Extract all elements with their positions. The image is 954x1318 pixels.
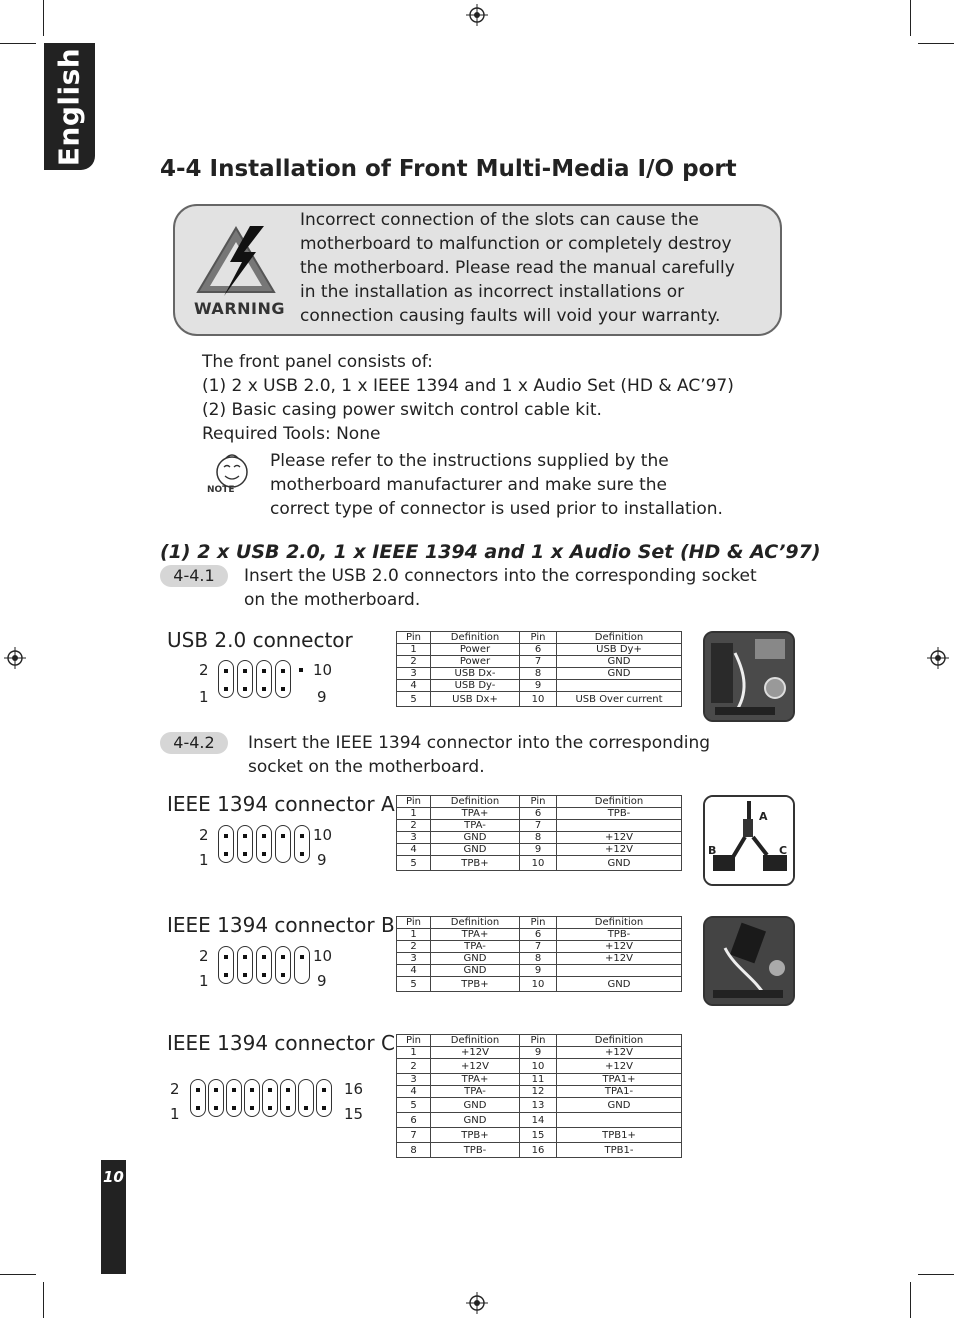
pin-number: 9 (317, 688, 327, 706)
table-row: 1 Power 6 USB Dy+ (397, 644, 682, 656)
warning-line: motherboard to malfunction or completely destroy (300, 234, 732, 254)
connector-label: IEEE 1394 connector B (167, 913, 395, 937)
table-row: 1 +12V 9 +12V (397, 1047, 682, 1059)
table-row: 5 TPB+ 10 GND (397, 977, 682, 992)
table-row: 2 Power 7 GND (397, 656, 682, 668)
crop-mark (910, 0, 911, 36)
pin-number: 1 (199, 688, 209, 706)
page-number-tab (101, 1160, 126, 1274)
intro-line: The front panel consists of: (202, 352, 433, 372)
intro-line: Required Tools: None (202, 424, 381, 444)
language-tab (44, 43, 95, 170)
usb-header-photo (703, 631, 795, 722)
page-number: 10 (103, 1168, 124, 1186)
crop-mark (0, 1274, 36, 1275)
warning-line: Incorrect connection of the slots can cause the (300, 210, 699, 230)
photo-label: A (759, 810, 768, 823)
note-icon-label: NOTE (207, 485, 235, 495)
table-row: 4 GND 9 +12V (397, 844, 682, 856)
pin-table: Pin Definition Pin Definition 1 +12V 9 +12V 2 +12V 10 +12V 3 TPA+ 11 TPA1+ 4 TPA- 12 TPA1- 5 GND 13 GND 6 GND 14 7 TPB+ 15 TPB1+ 8 TPB- 16 TPB1- (396, 1034, 682, 1158)
pin-number: 16 (344, 1080, 364, 1098)
warning-line: in the installation as incorrect installations or (300, 282, 685, 302)
pin-number: 2 (170, 1080, 180, 1098)
intro-text (202, 350, 802, 446)
pin-number: 2 (199, 826, 209, 844)
connector-label: IEEE 1394 connector C (167, 1031, 395, 1055)
warning-icon (194, 222, 280, 300)
table-row: 2 TPA- 7 +12V (397, 941, 682, 953)
table-row: 3 GND 8 +12V (397, 832, 682, 844)
photo-label: B (708, 844, 717, 857)
intro-line: (2) Basic casing power switch control cable kit. (202, 400, 602, 420)
step-line: Insert the IEEE 1394 connector into the corresponding (248, 733, 711, 753)
table-row: 3 GND 8 +12V (397, 953, 682, 965)
step-line: socket on the motherboard. (248, 757, 485, 777)
crop-mark (918, 43, 954, 44)
table-row: 3 USB Dx- 8 GND (397, 668, 682, 680)
registration-mark-icon (466, 4, 488, 26)
table-row: 5 USB Dx+ 10 USB Over current (397, 692, 682, 707)
crop-mark (918, 1274, 954, 1275)
table-row: 4 USB Dy- 9 (397, 680, 682, 692)
section-heading: (1) 2 x USB 2.0, 1 x IEEE 1394 and 1 x Audio Set (HD & AC’97) (160, 541, 821, 563)
pin-table: Pin Definition Pin Definition 1 Power 6 USB Dy+ 2 Power 7 GND 3 USB Dx- 8 GND 4 USB Dy- 9 5 USB Dx+ 10 USB Over current (396, 631, 682, 707)
page-title: 4-4 Installation of Front Multi-Media I/O port (160, 156, 737, 182)
pin-number: 1 (199, 972, 209, 990)
step-number: 4-4.1 (160, 565, 228, 587)
photo-label: C (779, 844, 788, 857)
ieee-cable-photo (703, 795, 795, 886)
note-line: motherboard manufacturer and make sure the (270, 475, 668, 495)
pin-number: 10 (313, 947, 333, 965)
note-line: Please refer to the instructions supplied by the (270, 451, 669, 471)
note-line: correct type of connector is used prior to installation. (270, 499, 723, 519)
pin-table: Pin Definition Pin Definition 1 TPA+ 6 TPB- 2 TPA- 7 +12V 3 GND 8 +12V 4 GND 9 5 TPB+ 10 GND (396, 916, 682, 992)
pin-number: 10 (313, 661, 333, 679)
crop-mark (43, 0, 44, 36)
crop-mark (43, 1282, 44, 1318)
table-row: 2 TPA- 7 (397, 820, 682, 832)
table-row: 4 TPA- 12 TPA1- (397, 1086, 682, 1098)
table-row: 6 GND 14 (397, 1113, 682, 1128)
warning-text (300, 208, 770, 328)
table-row: 7 TPB+ 15 TPB1+ (397, 1128, 682, 1143)
note-text (270, 449, 770, 521)
step-text (248, 731, 788, 779)
pin-number: 15 (344, 1105, 364, 1123)
pin-number: 1 (170, 1105, 180, 1123)
ieee-header-photo (703, 916, 795, 1006)
step-text (244, 564, 804, 612)
pin-number: 9 (317, 851, 327, 869)
table-row: 1 TPA+ 6 TPB- (397, 929, 682, 941)
crop-mark (910, 1282, 911, 1318)
pin-number: 9 (317, 972, 327, 990)
table-row: 5 GND 13 GND (397, 1098, 682, 1113)
pin-table: Pin Definition Pin Definition 1 TPA+ 6 TPB- 2 TPA- 7 3 GND 8 +12V 4 GND 9 +12V 5 TPB+ 10 GND (396, 795, 682, 871)
table-row: 5 TPB+ 10 GND (397, 856, 682, 871)
registration-mark-icon (4, 647, 26, 669)
pin-number: 2 (199, 947, 209, 965)
registration-mark-icon (927, 647, 949, 669)
connector-label: USB 2.0 connector (167, 628, 353, 652)
table-row: 3 TPA+ 11 TPA1+ (397, 1074, 682, 1086)
crop-mark (0, 43, 36, 44)
pin-number: 10 (313, 826, 333, 844)
step-number: 4-4.2 (160, 732, 228, 754)
table-row: 1 TPA+ 6 TPB- (397, 808, 682, 820)
table-row: 8 TPB- 16 TPB1- (397, 1143, 682, 1158)
connector-label: IEEE 1394 connector A (167, 792, 395, 816)
warning-line: connection causing faults will void your warranty. (300, 306, 721, 326)
step-line: on the motherboard. (244, 590, 421, 610)
step-line: Insert the USB 2.0 connectors into the corresponding socket (244, 566, 757, 586)
table-row: 4 GND 9 (397, 965, 682, 977)
pin-number: 1 (199, 851, 209, 869)
table-row: 2 +12V 10 +12V (397, 1059, 682, 1074)
warning-line: the motherboard. Please read the manual carefully (300, 258, 735, 278)
warning-label: WARNING (194, 299, 285, 318)
pin-number: 2 (199, 661, 209, 679)
language-tab-label: English (52, 47, 86, 167)
intro-line: (1) 2 x USB 2.0, 1 x IEEE 1394 and 1 x Audio Set (HD & AC’97) (202, 376, 734, 396)
registration-mark-icon (466, 1292, 488, 1314)
